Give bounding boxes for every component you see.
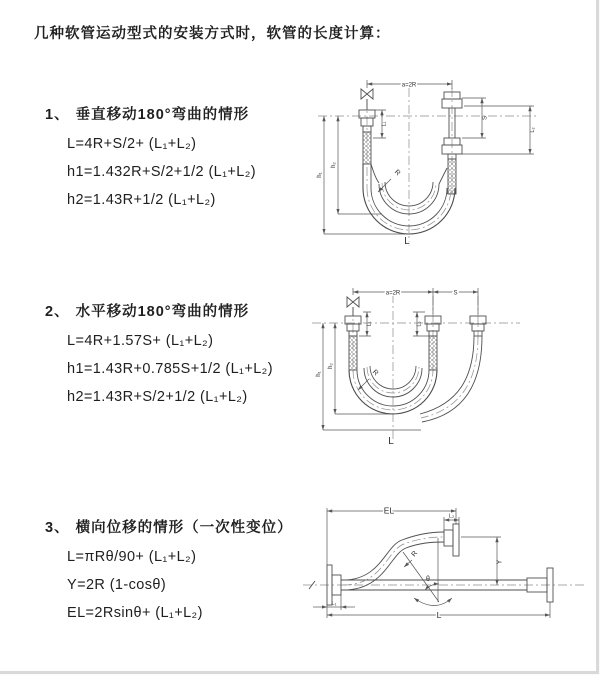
centerlines xyxy=(318,88,538,246)
dimension-stroke-s xyxy=(433,291,478,297)
formula-line: h1=1.43R+0.785S+1/2 (L₁+L₂) xyxy=(67,361,273,377)
left-hose-end-fitting xyxy=(359,110,375,164)
dim-label-l2: L₂ xyxy=(530,127,536,133)
formula-line: h2=1.43R+S/2+1/2 (L₁+L₂) xyxy=(67,389,248,405)
formula-line: EL=2Rsinθ+ (L₁+L₂) xyxy=(67,605,203,621)
formula-line: L=πRθ/90+ (L₁+L₂) xyxy=(67,549,197,565)
dim-label-y: Y xyxy=(496,559,504,565)
angle-construction xyxy=(403,538,452,606)
formula-list xyxy=(67,130,256,214)
upper-flange-displaced-position xyxy=(444,524,459,556)
formula-line: L=4R+S/2+ (L₁+L₂) xyxy=(67,136,197,152)
left-hose-end-fitting xyxy=(345,316,361,370)
section-heading xyxy=(45,103,256,124)
formula-list xyxy=(67,327,273,411)
valve-icon xyxy=(361,89,373,110)
section-horizontal-movement xyxy=(45,300,273,411)
section-heading-text: 水平移动180°弯曲的情形 xyxy=(75,304,250,320)
dim-label-a2r: a=2R xyxy=(401,82,417,89)
section-number: 2、 xyxy=(45,304,70,320)
dim-label-h1: h₁ xyxy=(316,371,322,377)
section-heading xyxy=(45,300,273,321)
hose-braid-middle xyxy=(429,336,437,370)
dimension-total-length xyxy=(327,602,550,620)
section-heading xyxy=(45,516,293,537)
section-heading-text: 横向位移的情形（一次性变位） xyxy=(75,520,293,536)
formula-line: L=4R+1.57S+ (L₁+L₂) xyxy=(67,333,214,349)
dim-label-s: S xyxy=(453,290,458,297)
section-vertical-movement xyxy=(45,103,256,214)
dimension-effective-length xyxy=(327,506,456,566)
dim-label-l1: L₁ xyxy=(366,321,373,327)
section-number: 1、 xyxy=(45,107,70,123)
formula-list xyxy=(67,543,293,627)
dim-label-h2: h₂ xyxy=(331,162,337,168)
dim-label-h1: h₁ xyxy=(317,172,323,178)
dimension-fitting-right xyxy=(458,106,536,154)
dim-label-l2: L₂ xyxy=(448,513,455,520)
dim-label-theta: θ xyxy=(426,576,430,583)
dim-label-a2r: a=2R xyxy=(385,290,401,297)
dim-label-length: L xyxy=(436,610,442,620)
dimension-height-h2 xyxy=(331,116,382,214)
vertical-bend-diagram xyxy=(312,76,544,254)
middle-hose-end-fitting xyxy=(425,316,441,370)
formula-line: Y=2R (1-cosθ) xyxy=(67,577,167,593)
dim-label-el: EL xyxy=(383,505,395,516)
page-title: 几种软管运动型式的安装方式时，软管的长度计算： xyxy=(34,26,391,42)
lateral-displacement-diagram xyxy=(301,502,588,632)
horizontal-bend-diagram xyxy=(310,282,525,454)
dim-label-r: R xyxy=(392,168,402,178)
formula-line: h1=1.432R+S/2+1/2 (L₁+L₂) xyxy=(67,164,257,180)
hose-braid-left xyxy=(363,132,371,164)
dimension-top-width xyxy=(367,80,452,89)
formula-line: h2=1.43R+1/2 (L₁+L₂) xyxy=(67,192,216,208)
dim-label-l1: L₁ xyxy=(331,601,337,607)
section-number: 3、 xyxy=(45,520,70,536)
dim-label-l2: L₂ xyxy=(416,321,423,327)
dim-label-l1: L₁ xyxy=(381,121,388,127)
radius-callout xyxy=(378,169,401,192)
dim-label-r: R xyxy=(370,368,380,378)
dimension-fitting-left xyxy=(313,595,355,610)
dim-label-length: L xyxy=(388,436,394,447)
dimension-offset-y xyxy=(461,537,504,585)
dim-label-s: S xyxy=(482,115,489,121)
u-bend-hose-arcs xyxy=(349,366,437,414)
hose-braid-left xyxy=(349,336,357,370)
dim-label-h2: h₂ xyxy=(328,363,334,369)
section-lateral-displacement xyxy=(45,516,293,627)
valve-icon xyxy=(347,297,359,316)
dimension-stroke-s xyxy=(462,98,489,138)
dim-label-r: R xyxy=(410,549,420,559)
right-hose-end-fitting-raised xyxy=(442,92,462,138)
dim-label-length: L xyxy=(404,236,410,247)
dimension-fitting-right xyxy=(444,514,459,531)
section-heading-text: 垂直移动180°弯曲的情形 xyxy=(75,107,250,123)
